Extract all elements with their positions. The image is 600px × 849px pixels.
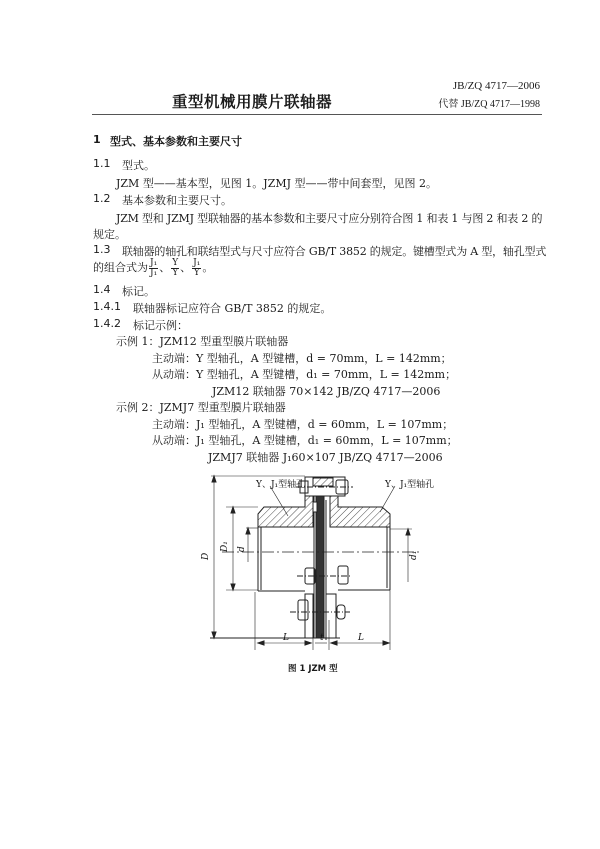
example-1-mark: JZM12 联轴器 70×142 JB/ZQ 4717—2006	[212, 385, 441, 398]
example-1-title: 示例 1：JZM12 型重型膜片联轴器	[116, 335, 289, 348]
section-1-heading: 型式、基本参数和主要尺寸	[110, 135, 242, 148]
fraction-j1-j1: $\frac{\text{J₁}}{\text{J₁}}$	[150, 257, 158, 278]
section-1-3-number: 1.3	[93, 243, 111, 256]
dim-d: d	[237, 546, 247, 552]
section-1-4-1-body: 联轴器标记应符合 GB/T 3852 的规定。	[133, 302, 332, 315]
example-2-mark: JZMJ7 联轴器 J₁60×107 JB/ZQ 4717—2006	[208, 451, 443, 464]
example-1-drive-end: 主动端：Y 型轴孔，A 型键槽，d = 70mm，L = 142mm；	[152, 352, 452, 365]
combo-prefix: 的组合式为	[93, 261, 148, 274]
section-1-4-heading: 标记。	[122, 285, 155, 298]
dim-L-left: L	[283, 633, 289, 643]
section-1-2-number: 1.2	[93, 192, 111, 205]
section-1-3-body-line1: 联轴器的轴孔和联结型式与尺寸应符合 GB/T 3852 的规定。键槽型式为 A 型，轴孔型式	[122, 245, 547, 258]
dim-d1: d₁	[409, 550, 419, 560]
label-right-bore: Y、J₁型轴孔	[385, 480, 435, 490]
fraction-j1-y: $\frac{\text{J₁}}{Y}$	[193, 257, 201, 278]
replaces-standard: 代替 JB/ZQ 4717—1998	[438, 99, 540, 110]
section-1-4-number: 1.4	[93, 283, 111, 296]
section-1-2-heading: 基本参数和主要尺寸。	[122, 194, 232, 207]
example-2-title: 示例 2：JZMJ7 型重型膜片联轴器	[116, 401, 286, 414]
section-1-1-body: JZM 型——基本型，见图 1。JZMJ 型——带中间套型，见图 2。	[116, 177, 438, 190]
section-1-4-2-heading: 标记示例：	[133, 319, 188, 332]
section-1-1-heading: 型式。	[122, 159, 155, 172]
figure-1-caption: 图 1 JZM 型	[288, 664, 338, 674]
section-1-number: 1	[93, 133, 101, 146]
dim-D1: D₁	[220, 541, 230, 552]
section-1-3-body-line2: 的组合式为 $\frac{\text{J₁}}{\text{J₁}}$ 、 $\frac{Y}{Y}$ 、 $\frac{\text{J₁}}{Y}$ 。	[93, 257, 214, 278]
section-1-1-number: 1.1	[93, 157, 111, 170]
section-1-2-body-line1: JZM 型和 JZMJ 型联轴器的基本参数和主要尺寸应分别符合图 1 和表 1 与图 2 和表 2 的	[116, 212, 543, 225]
dim-t: t	[320, 633, 324, 643]
example-2-driven-end: 从动端：J₁ 型轴孔，A 型键槽，d₁ = 60mm，L = 107mm；	[152, 434, 458, 447]
section-1-4-2-number: 1.4.2	[93, 317, 121, 330]
section-1-2-body-line2: 规定。	[93, 228, 126, 241]
example-1-driven-end: 从动端：Y 型轴孔，A 型键槽，d₁ = 70mm，L = 142mm；	[152, 368, 457, 381]
document-title: 重型机械用膜片联轴器	[172, 93, 333, 111]
fraction-y-y: $\frac{Y}{Y}$	[172, 257, 179, 278]
dim-L-right: L	[358, 633, 364, 643]
label-left-bore: Y、J₁型轴孔	[256, 480, 306, 490]
dim-D: D	[201, 552, 211, 560]
standard-code: JB/ZQ 4717—2006	[452, 80, 540, 92]
section-1-4-1-number: 1.4.1	[93, 300, 121, 313]
example-2-drive-end: 主动端：J₁ 型轴孔，A 型键槽，d = 60mm，L = 107mm；	[152, 418, 454, 431]
